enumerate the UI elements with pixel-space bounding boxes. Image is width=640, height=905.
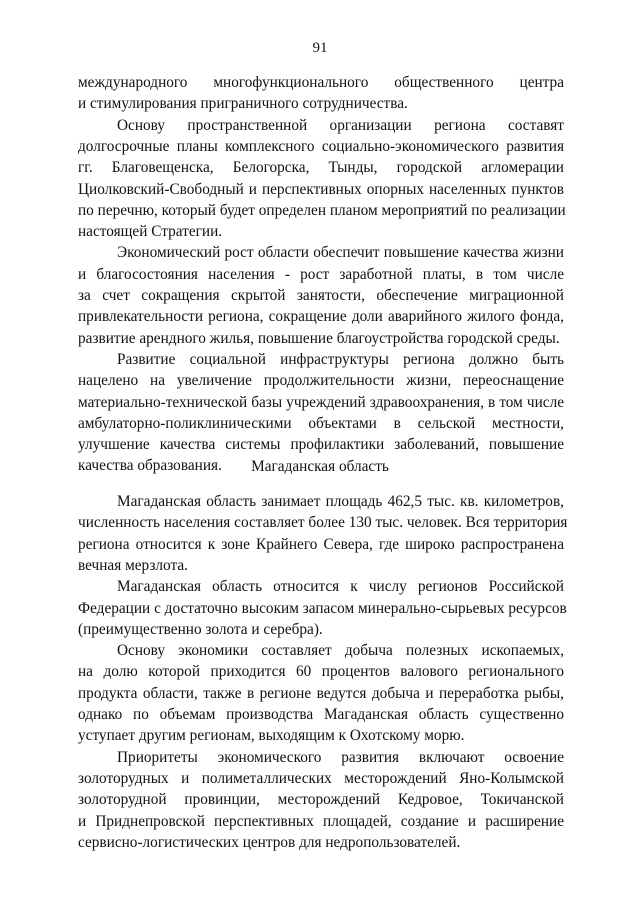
text-line: Циолковский-Свободный и перспективных опорных населенных пунктов [78,180,564,198]
text-line: Экономический рост области обеспечит повышение качества жизни [117,244,564,262]
text-line: настоящей Стратегии. [78,223,223,241]
text-line: на долю которой приходится 60 процентов валового регионального [78,663,564,681]
text-line: за счет сокращения скрытой занятости, обеспечение миграционной [78,287,564,304]
text-line: Основу экономики составляет добыча полезных ископаемых, [117,642,564,660]
page-number: 91 [312,40,328,56]
text-line: уступает другим регионам, выходящим к Охотскому морю. [78,727,465,745]
text-line: материально-технической базы учреждений здравоохранения, в том числе [78,393,564,411]
text-line: численность населения составляет более 130 тыс. человек. Вся территория [78,514,568,532]
text-line: привлекательности региона, сокращение доли аварийного жилого фонда, [78,308,564,326]
text-line: (преимущественно золота и серебра). [78,620,323,638]
text-line: Федерации с достаточно высоким запасом минерально-сырьевых ресурсов [78,599,567,617]
section-heading: Магаданская область [251,458,389,475]
text-line: Приоритеты экономического развития включают освоение [117,748,564,766]
text-line: и Приднепровской перспективных площадей, создание и расширение [78,812,564,830]
text-line: однако по объемам производства Магаданская область существенно [78,706,564,723]
text-line: Магаданская область относится к числу регионов Российской [117,578,564,596]
text-line: Магаданская область занимает площадь 462,5 тыс. кв. километров, [117,493,564,510]
text-line: амбулаторно-поликлиническими объектами в сельской местности, [78,414,564,432]
text-line: региона относится к зоне Крайнего Севера, где широко распространена [78,535,564,553]
text-line: вечная мерзлота. [78,556,188,574]
text-line: Развитие социальной инфраструктуры региона должно быть [117,350,564,368]
text-line: Основу пространственной организации региона составят [117,116,564,134]
text-line: нацелено на увеличение продолжительности жизни, переоснащение [78,372,564,390]
text-line: долгосрочные планы комплексного социально-экономического развития [78,137,564,155]
text-line: по перечню, который будет определен планом мероприятий по реализации [78,201,566,219]
text-line: гг. Благовещенска, Белогорска, Тынды, городской агломерации [78,159,564,177]
text-line: улучшение качества системы профилактики заболеваний, повышение [78,436,564,454]
text-line: и благосостояния населения - рост заработной платы, в том числе [78,265,564,283]
text-line: золоторудной провинции, месторождений Кедровое, Токичанской [78,791,564,809]
text-line: развитие арендного жилья, повышение благоустройства городской среды. [78,329,560,347]
text-line: и стимулирования приграничного сотрудничества. [78,95,408,113]
text-line: сервисно-логистических центров для недропользователей. [78,833,461,851]
text-line: продукта области, также в регионе ведутся добыча и переработка рыбы, [78,684,564,702]
text-line: международного многофункционального общественного центра [78,74,564,91]
text-line: золоторудных и полиметаллических месторождений Яно-Колымской [78,769,564,787]
text-line: качества образования. [78,457,222,475]
